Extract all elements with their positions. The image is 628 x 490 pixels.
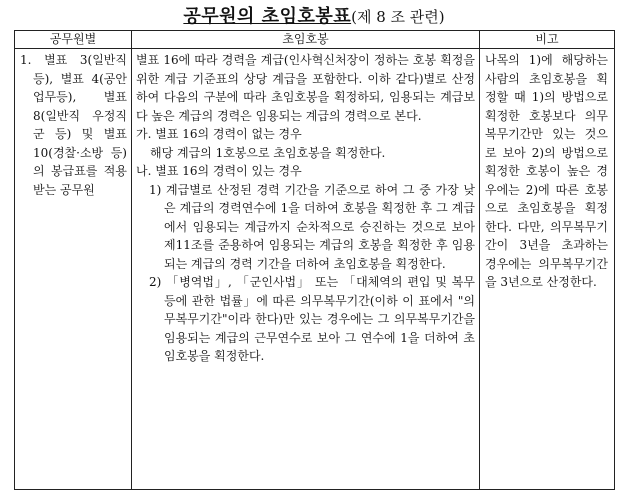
salary-step-table [14, 30, 615, 490]
title-subtitle: (제 8 조 관련) [351, 8, 445, 26]
table-row [15, 49, 615, 490]
table-header-row [15, 31, 615, 49]
header-remarks: 비고 [480, 31, 615, 49]
cell-remarks [480, 49, 615, 490]
section-ga-title: 가. 별표 16의 경력이 없는 경우 [136, 127, 302, 141]
section-ga-body: 해당 계급의 1호봉으로 초임호봉을 획정한다. [150, 145, 386, 160]
header-civil-servant-type: 공무원별 [15, 31, 132, 49]
header-initial-step: 초임호봉 [132, 31, 480, 49]
remarks-text: 나목의 1)에 해당하는 사람의 초임호봉을 획정할 때 1)의 방법으로 획정한 호봉보다 의무복무기간만 있는 것으로 보아 2)의 방법으로 획정한 호봉이 높은 경우에는 2)에 따른 호봉으로 초임호봉을 획정한다. 다만, 의무복무기간이 3년을 초과하는 경우에는 의무복무기간을 3년으로 산정한다. [485, 53, 608, 289]
civil-servant-type-text: 1. 별표 3(일반직 등), 별표 4(공안 업무등), 별표 8(일반직 우정직군 등) 및 별표 10(경찰·소방 등)의 봉급표를 적용받는 공무원 [20, 53, 127, 197]
cell-civil-servant-type [15, 49, 132, 490]
section-na-item-1: 1) 계급별로 산정된 경력 기간을 기준으로 하여 그 중 가장 낮은 계급의 경력연수에 1을 더하여 호봉을 획정한 후 그 계급에서 임용되는 계급까지 순차적으로 승진하는 것으로 보아 제11조를 준용하여 임용되는 계급의 호봉을 획정한 후 임용되는 계급의 경력 기간을 더하여 초임호봉을 획정한다. [149, 182, 475, 271]
document-title [0, 2, 628, 28]
cell-initial-step [132, 49, 480, 490]
title-main: 공무원의 초임호봉표 [183, 6, 352, 27]
section-na-title: 나. 별표 16의 경력이 있는 경우 [136, 164, 302, 178]
section-na-item-2: 2) 「병역법」, 「군인사법」 또는 「대체역의 편입 및 복무 등에 관한 법률」에 따른 의무복무기간(이하 이 표에서 "의무복무기간"이라 한다)만 있는 경우에는 그 의무복무기간을 임용되는 계급의 근무연수로 보아 그 연수에 1을 더하여 초임호봉을 획정한다. [149, 275, 475, 363]
initial-step-intro: 별표 16에 따라 경력을 계급(인사혁신처장이 정하는 호봉 획정을 위한 계급 기준표의 상당 계급을 포함한다. 이하 같다)별로 산정하여 다음의 구분에 따라 초임호봉을 획정하되, 임용되는 계급보다 높은 계급의 경력은 임용되는 계급의 경력으로 본다. [136, 53, 475, 123]
